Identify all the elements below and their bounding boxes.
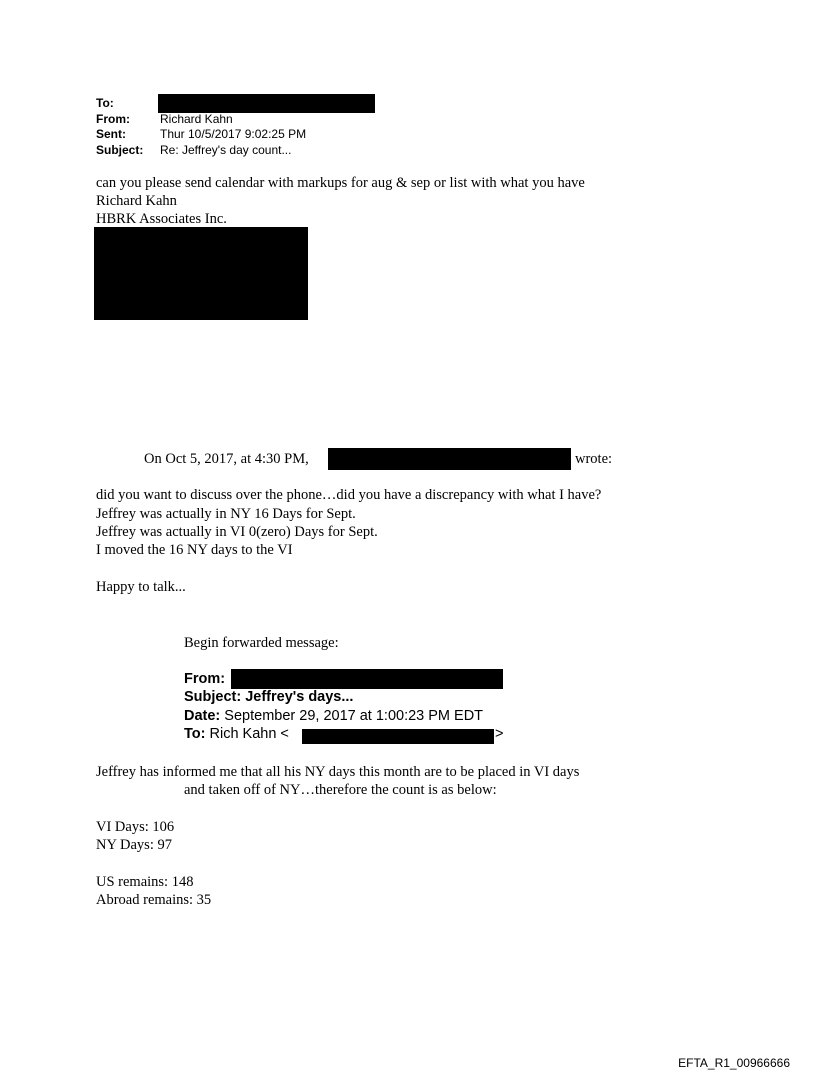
us-remains-count: US remains: 148: [96, 874, 194, 890]
quoted-line: Jeffrey was actually in VI 0(zero) Days for Sept.: [96, 524, 378, 540]
forwarded-subject: Subject: Jeffrey's days...: [184, 689, 354, 705]
forwarded-to-suffix: >: [495, 726, 504, 742]
from-label: From:: [96, 112, 130, 126]
quoted-line: I moved the 16 NY days to the VI: [96, 542, 293, 558]
forwarded-date: [184, 708, 483, 724]
signature-name: Richard Kahn: [96, 193, 177, 209]
redacted-forwarded-from: [231, 669, 503, 689]
quoted-line: Jeffrey was actually in NY 16 Days for Sept.: [96, 506, 356, 522]
forwarded-to-label: To:: [184, 726, 206, 742]
document-id: EFTA_R1_00966666: [678, 1056, 790, 1070]
redacted-forwarded-to-email: [302, 729, 494, 744]
forwarded-to-prefix: Rich Kahn <: [209, 726, 289, 742]
redacted-to-address: [158, 94, 375, 113]
sent-label: Sent:: [96, 127, 126, 141]
forwarded-date-value: September 29, 2017 at 1:00:23 PM EDT: [224, 708, 484, 724]
from-value: Richard Kahn: [160, 112, 233, 126]
signature-company: HBRK Associates Inc.: [96, 211, 227, 227]
forwarded-date-label: Date:: [184, 708, 221, 724]
redacted-sender: [328, 448, 571, 470]
forwarded-to: [184, 726, 289, 742]
quoted-line: did you want to discuss over the phone…did you have a discrepancy with what I have?: [96, 487, 602, 503]
reply-body: can you please send calendar with markups for aug & sep or list with what you have: [96, 175, 585, 191]
forwarded-from-label: From:: [184, 671, 226, 687]
sent-value: Thur 10/5/2017 9:02:25 PM: [160, 127, 307, 141]
ny-days-count: NY Days: 97: [96, 837, 172, 853]
abroad-remains-count: Abroad remains: 35: [96, 892, 212, 908]
to-label: To:: [96, 96, 114, 110]
forwarded-body-line: Jeffrey has informed me that all his NY days this month are to be placed in VI days: [96, 764, 580, 780]
subject-value: Re: Jeffrey's day count...: [160, 143, 292, 157]
subject-label: Subject:: [96, 143, 144, 157]
quote-intro-suffix: wrote:: [575, 451, 613, 467]
redacted-signature-block: [94, 227, 308, 320]
vi-days-count: VI Days: 106: [96, 819, 175, 835]
forwarded-body-line: and taken off of NY…therefore the count is as below:: [184, 782, 497, 798]
quote-intro-prefix: On Oct 5, 2017, at 4:30 PM,: [144, 451, 309, 467]
quoted-closing: Happy to talk...: [96, 579, 186, 595]
forwarded-begin: Begin forwarded message:: [184, 635, 339, 651]
